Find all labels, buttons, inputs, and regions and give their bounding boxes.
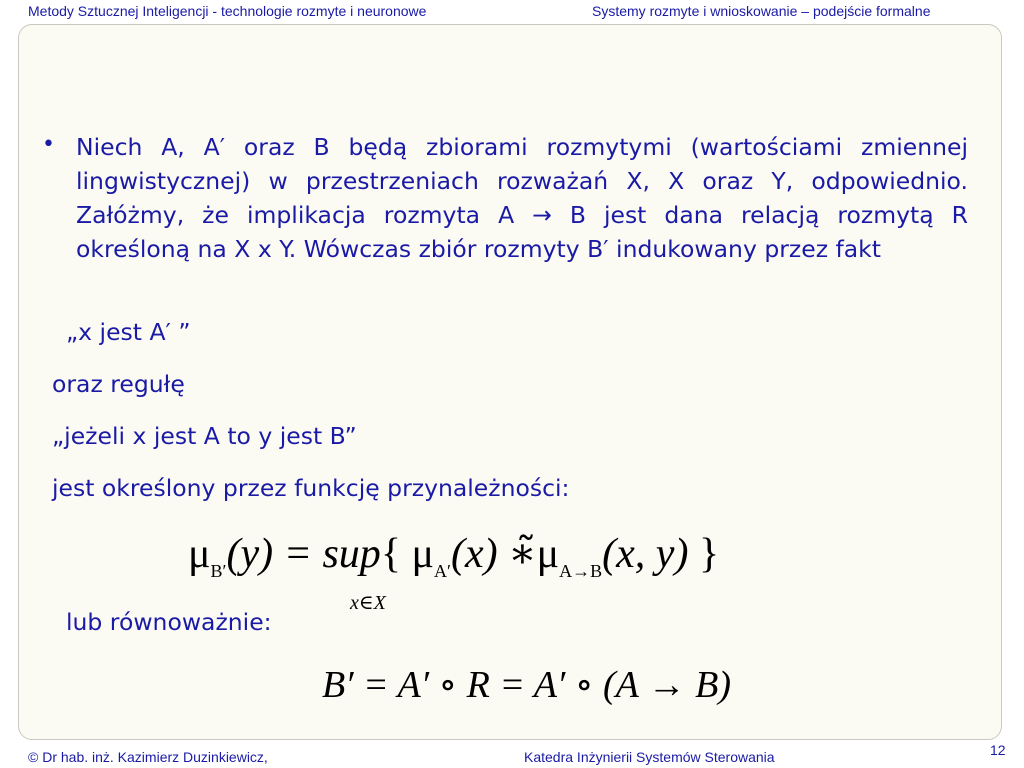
rule-statement: „jeżeli x jest A to y jest B” [52,422,357,450]
sup-subscript: x∈X [350,592,386,614]
footer-author: © Dr hab. inż. Kazimierz Duzinkiewicz, [28,749,268,765]
slide-footer [0,742,1024,768]
or-equivalently-text: lub równoważnie: [66,608,272,636]
header-topic-title: Systemy rozmyte i wnioskowanie – podejście formalne [592,3,931,19]
defined-by-text: jest określony przez funkcję przynależności: [52,474,570,502]
and-rule-text: oraz regułę [52,370,185,398]
header-course-title: Metody Sztucznej Inteligencji - technologie rozmyte i neuronowe [28,3,427,19]
page-number: 12 [990,742,1006,758]
slide-header [0,0,1024,24]
intro-paragraph: Niech A, A′ oraz B będą zbiorami rozmytymi (wartościami zmiennej lingwistycznej) w przestrzeniach rozważań X, X oraz Y, odpowiednio. Załóżmy, że implikacja rozmyta A → B jest dana relacją rozmytą R określoną na X x Y. Wówczas zbiór rozmyty B′ indukowany przez fakt [76,133,968,263]
fact-statement: „x jest A′ ” [66,318,191,346]
composition-formula: B′ = A′ ∘ R = A′ ∘ (A → B) [322,664,732,706]
bullet-icon: • [42,132,55,157]
footer-department: Katedra Inżynierii Systemów Sterowania [524,749,775,765]
membership-formula: $\mu_{B'}(y) = sup${ $\mu_{A'}(x)$ $∗̃\mu_{A\to B}(x$, y) } [188,531,720,581]
